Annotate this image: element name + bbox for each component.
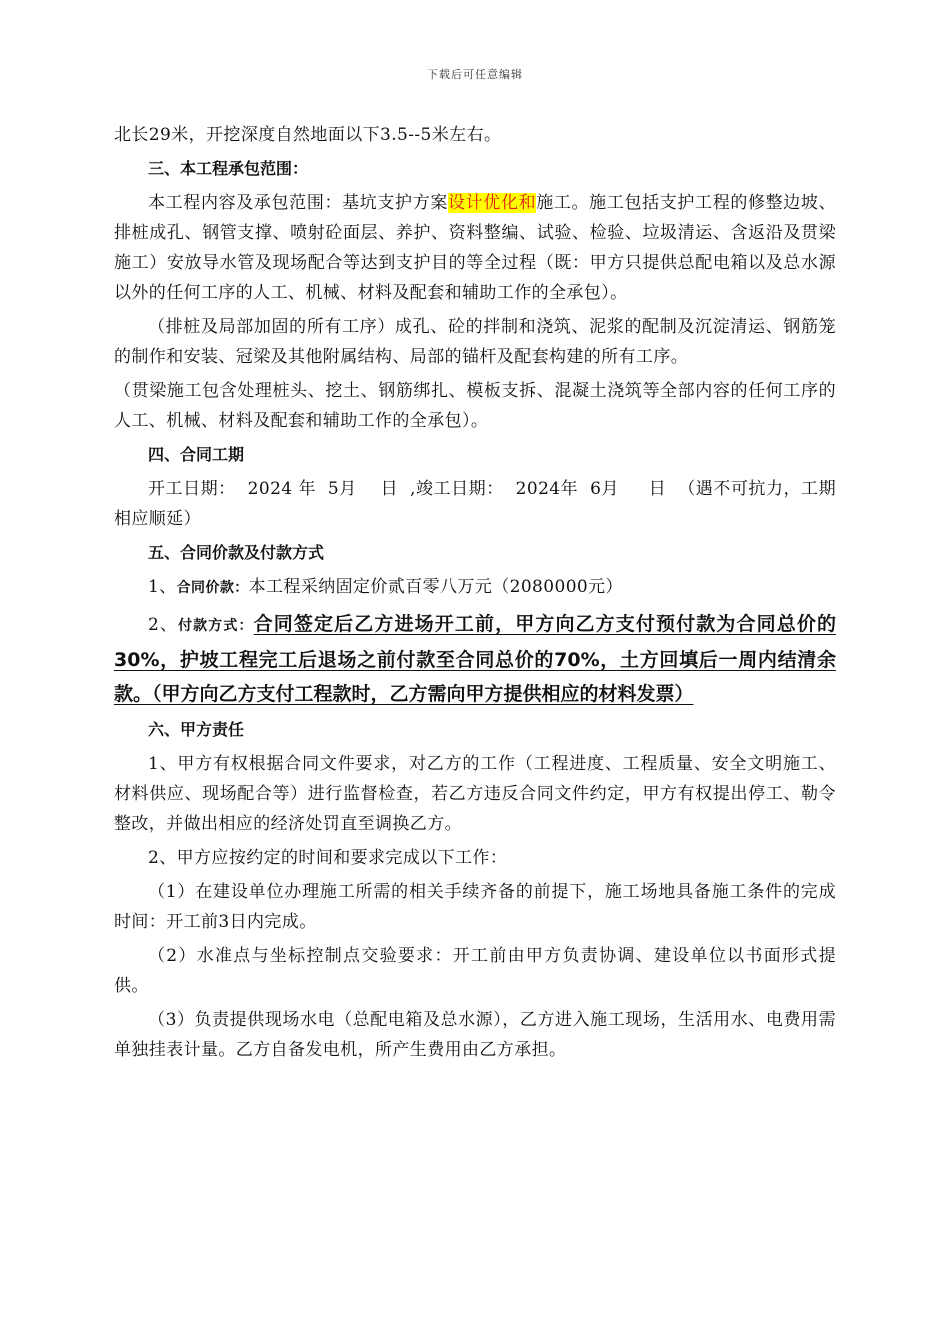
item-3-paragraph: （3）负责提供现场水电（总配电箱及总水源），乙方进入施工现场，生活用水、电费用需单独挂表计量。乙方自备发电机，所产生费用由乙方承担。 xyxy=(114,1010,836,1060)
section-4-heading: 四、合同工期 xyxy=(148,445,245,464)
section-3-heading: 三、本工程承包范围： xyxy=(148,159,309,178)
scope-highlight: 设计优化和 xyxy=(448,193,537,213)
period-paragraph: 开工日期： 2024 年 5月 日 ,竣工日期： 2024年 6月 日 （遇不可抗力，工期相应顺延） xyxy=(114,479,836,529)
piles-paragraph: （排桩及局部加固的所有工序）成孔、砼的拌制和浇筑、泥浆的配制及沉淀清运、钢筋笼的制作和安装、冠梁及其他附属结构、局部的锚杆及配套构建的所有工序。 xyxy=(114,317,836,367)
document-body xyxy=(114,120,836,1069)
responsibility-2-paragraph: 2、甲方应按约定的时间和要求完成以下工作： xyxy=(148,848,508,868)
payment-label: 付款方式： xyxy=(178,618,254,634)
scope-text-before: 本工程内容及承包范围：基坑支护方案 xyxy=(148,193,448,213)
price-label: 合同价款： xyxy=(176,580,249,596)
section-5-heading: 五、合同价款及付款方式 xyxy=(148,543,325,562)
responsibility-1-paragraph: 1、甲方有权根据合同文件要求，对乙方的工作（工程进度、工程质量、安全文明施工、材料供应、现场配合等）进行监督检查，若乙方违反合同文件约定，甲方有权提出停工、勒令整改，并做出相应的经济处罚直至调换乙方。 xyxy=(114,754,836,834)
section-6-heading: 六、甲方责任 xyxy=(148,720,245,739)
payment-number: 2、 xyxy=(148,615,179,635)
item-2-paragraph: （2）水准点与坐标控制点交验要求：开工前由甲方负责协调、建设单位以书面形式提供。 xyxy=(114,946,836,996)
payment-text: 合同签定后乙方进场开工前，甲方向乙方支付预付款为合同总价的30%，护坡工程完工后退场之前付款至合同总价的70%，土方回填后一周内结清余款。（甲方向乙方支付工程款时，乙方需向甲方提供相应的材料发票） xyxy=(114,613,836,705)
payment-paragraph xyxy=(114,607,836,711)
scope-paragraph xyxy=(114,188,836,308)
beam-paragraph: （贯梁施工包含处理桩头、挖土、钢筋绑扎、模板支拆、混凝土浇筑等全部内容的任何工序的人工、机械、材料及配套和辅助工作的全承包）。 xyxy=(114,381,836,431)
page-header: 下载后可任意编辑 xyxy=(427,68,523,81)
intro-paragraph: 北长29米，开挖深度自然地面以下3.5--5米左右。 xyxy=(114,125,502,145)
price-number: 1、 xyxy=(148,577,177,597)
scope-text-after: 施工。施工包括支护工程的修整边坡、排桩成孔、钢管支撑、喷射砼面层、养护、资料整编、试验、检验、垃圾清运、含返沿及贯梁施工）安放导水管及现场配合等达到支护目的等全过程（既：甲方只提供总配电箱以及总水源以外的任何工序的人工、机械、材料及配套和辅助工作的全承包）。 xyxy=(114,193,836,303)
price-paragraph xyxy=(114,572,836,603)
item-1-paragraph: （1）在建设单位办理施工所需的相关手续齐备的前提下，施工场地具备施工条件的完成时间：开工前3日内完成。 xyxy=(114,882,836,932)
price-text: 本工程采纳固定价贰百零八万元（2080000元） xyxy=(248,577,623,597)
